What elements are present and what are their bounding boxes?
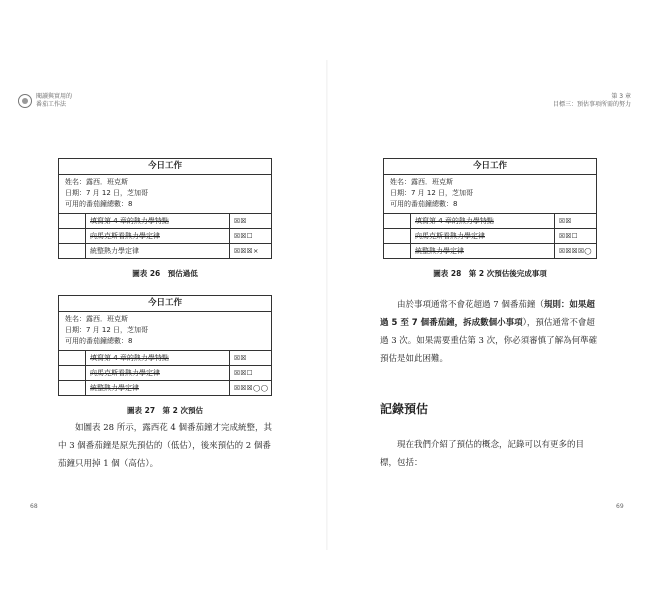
right-page: [328, 0, 655, 609]
task-table: [59, 213, 271, 258]
task-row: [384, 214, 596, 229]
task-row: [59, 381, 271, 396]
pomodoro-marks: ☒☒: [230, 214, 272, 229]
card-available: 可用的番茄鐘總數：8: [65, 200, 133, 208]
task-label: 向馬克斯看熱力學定律: [90, 232, 160, 240]
text-run: 由於事項通常不會花超過 7 個番茄鐘（: [397, 300, 544, 310]
card-info: [384, 175, 596, 213]
card-info: [59, 312, 271, 350]
section-heading: 記錄預估: [380, 402, 429, 416]
card-date: 日期：7 月 12 日，芝加哥: [390, 189, 474, 197]
paragraph-line: 中 3 個番茄鐘是原先預估的（低估），後來預估的 2 個番: [58, 441, 271, 451]
pomodoro-marks: ☒☒☒☒◯: [555, 244, 597, 259]
task-row: [384, 244, 596, 259]
text-run: ），預估通常不會超: [522, 318, 595, 328]
rule-text: 規則：如果超: [543, 300, 595, 310]
task-label: 向馬克斯看熱力學定律: [90, 369, 160, 377]
task-row: [59, 366, 271, 381]
card-name: 姓名：露西．班克斯: [390, 178, 453, 186]
paragraph-line: 如圖表 28 所示，露西花 4 個番茄鐘才完成統整，其: [75, 423, 273, 433]
task-label: 向馬克斯看熱力學定律: [415, 232, 485, 240]
pomodoro-marks: ☒☒☒×: [230, 244, 272, 259]
card-name: 姓名：露西．班克斯: [65, 315, 128, 323]
header-line-2: 番茄工作法: [36, 101, 67, 108]
header-line-1: 第 3 章: [611, 93, 631, 100]
card-name: 姓名：露西．班克斯: [65, 178, 128, 186]
body-paragraph-2: [380, 436, 640, 472]
card-date: 日期：7 月 12 日，芝加哥: [65, 189, 149, 197]
paragraph-line: 預估是如此困難。: [380, 354, 449, 364]
task-row: [59, 214, 271, 229]
task-label: 統整熱力學定律: [90, 384, 139, 392]
card-info: [59, 175, 271, 213]
header-line-2: 目標三：預估事項所需的努力: [552, 101, 631, 108]
pomodoro-marks: ☒☒: [230, 351, 272, 366]
body-paragraph-1: [380, 296, 640, 368]
task-label: 填寫第 4 章的熱力學特點: [415, 217, 494, 225]
card-title: 今日工作: [59, 159, 271, 175]
task-label: 統整熱力學定律: [415, 247, 464, 255]
task-row: [384, 229, 596, 244]
task-table: [59, 350, 271, 395]
task-row: [59, 229, 271, 244]
paragraph-line: [380, 296, 640, 314]
header-text: [36, 93, 72, 109]
card-available: 可用的番茄鐘總數：8: [65, 337, 133, 345]
card-title: 今日工作: [59, 296, 271, 312]
task-label: 填寫第 4 章的熱力學特點: [90, 354, 169, 362]
task-label: 統整熱力學定律: [90, 247, 139, 255]
task-row: [59, 244, 271, 259]
today-work-card-27: [58, 295, 272, 396]
today-work-card-26: [58, 158, 272, 259]
card-date: 日期：7 月 12 日，芝加哥: [65, 326, 149, 334]
figure-caption-26: 圖表 26 預估過低: [132, 269, 198, 278]
page-number: 69: [616, 503, 624, 510]
pomodoro-marks: ☒☒: [555, 214, 597, 229]
paragraph-line: 現在我們介紹了預估的概念，記錄可以有更多的目: [397, 440, 585, 450]
paragraph-line: 過 3 次。如果需要重估第 3 次，你必須審慎了解為何準確: [380, 336, 598, 346]
pomodoro-marks: ☒☒☐: [555, 229, 597, 244]
running-header-right: [553, 93, 631, 109]
card-available: 可用的番茄鐘總數：8: [390, 200, 458, 208]
task-table: [384, 213, 596, 258]
paragraph-line: 茄鐘只用掉 1 個（高估）。: [58, 459, 159, 469]
running-header-left: [18, 93, 72, 109]
figure-caption-28: 圖表 28 第 2 次預估後完成事項: [433, 269, 547, 278]
figure-caption-27: 圖表 27 第 2 次預估: [127, 406, 203, 415]
pomodoro-marks: ☒☒☒◯◯: [230, 381, 272, 396]
publisher-logo-icon: [18, 94, 32, 108]
rule-text: 過 5 至 7 個番茄鐘，拆成數個小事項: [380, 318, 523, 328]
page-number: 68: [30, 503, 38, 510]
pomodoro-marks: ☒☒☐: [230, 366, 272, 381]
paragraph-line: 標，包括：: [380, 458, 423, 468]
task-label: 填寫第 4 章的熱力學特點: [90, 217, 169, 225]
body-paragraph: [58, 419, 318, 473]
card-title: 今日工作: [384, 159, 596, 175]
task-row: [59, 351, 271, 366]
left-page: [0, 0, 327, 609]
header-line-1: 閱讀與實用的: [36, 93, 73, 100]
pomodoro-marks: ☒☒☐: [230, 229, 272, 244]
paragraph-line: [380, 314, 640, 332]
today-work-card-28: [383, 158, 597, 259]
